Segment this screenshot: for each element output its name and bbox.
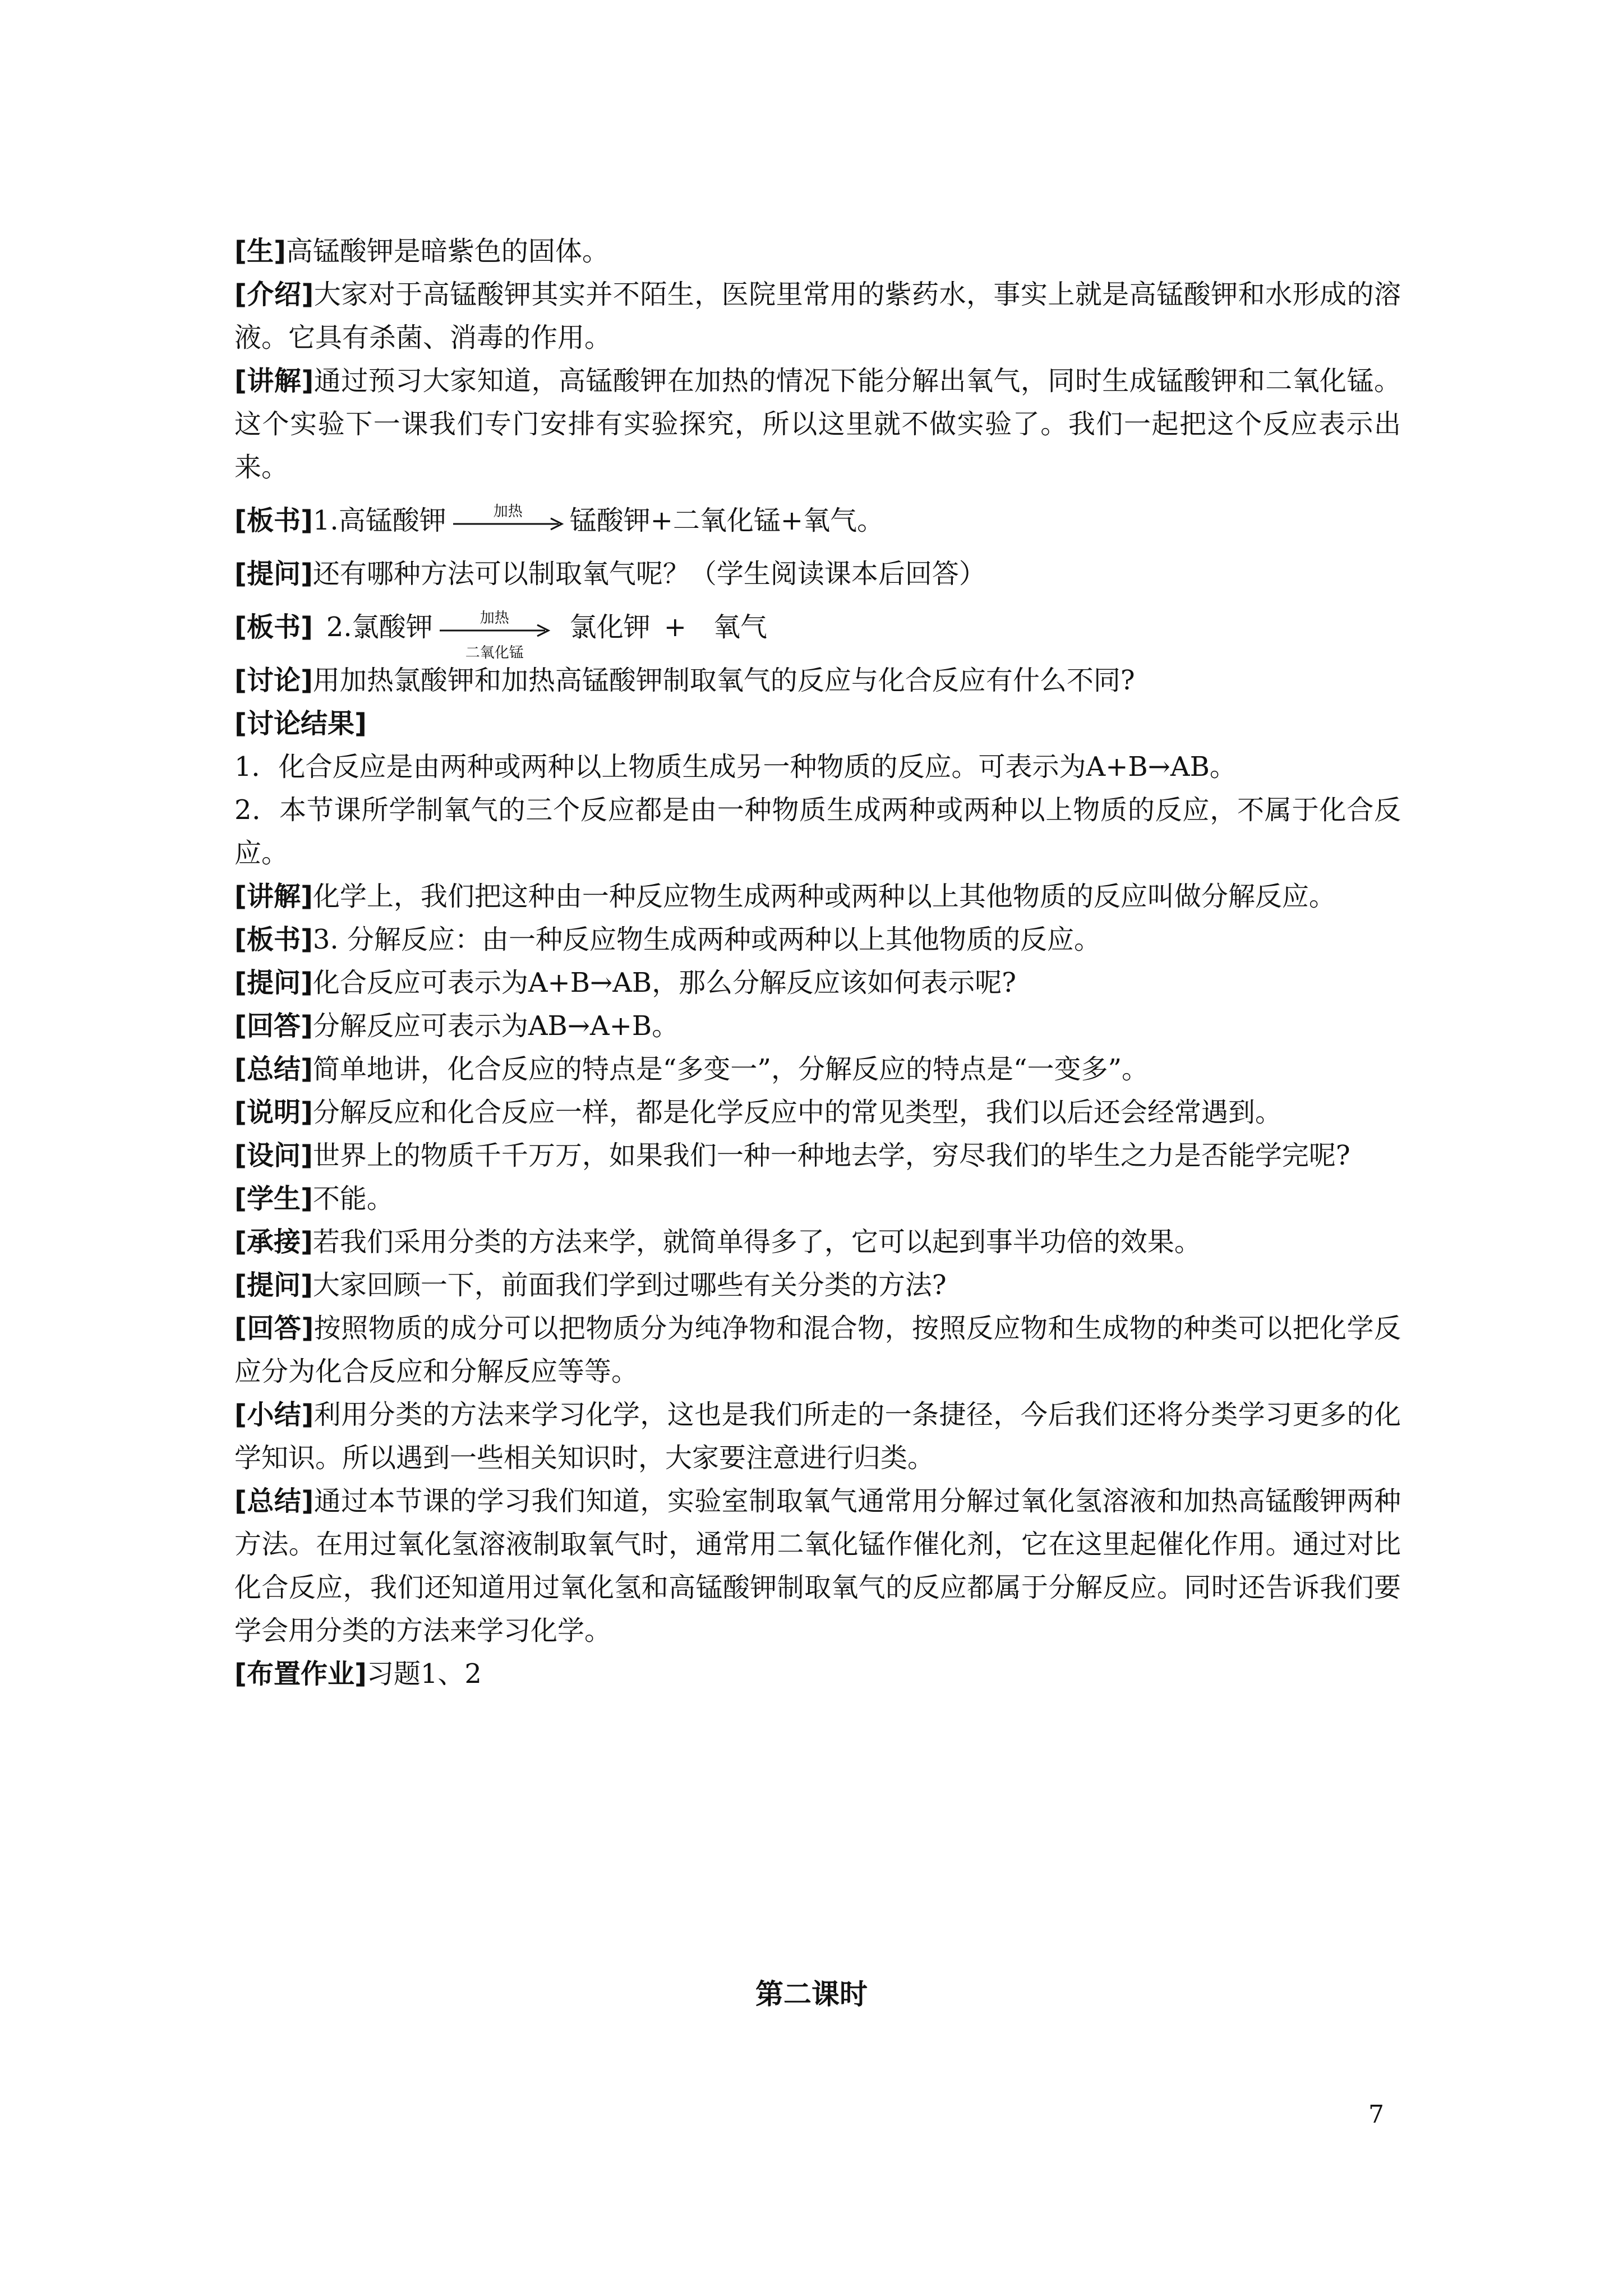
session-title: 第二课时: [755, 1978, 868, 2010]
reaction-arrow-catalyst: [439, 609, 551, 661]
paragraph-text: 化合反应可表示为A+B→AB，那么分解反应该如何表示呢?: [312, 967, 1016, 999]
paragraph-text: 3. 分解反应：由一种反应物生成两种或两种以上其他物质的反应。: [312, 924, 1101, 955]
paragraph-question: [提问]还有哪种方法可以制取氧气呢？（学生阅读课本后回答）: [234, 558, 986, 590]
paragraph: [234, 1221, 1401, 1264]
paragraph: [234, 1264, 1401, 1307]
speaker-tag: [讨论]: [234, 665, 313, 696]
reaction-catalyst: 二氧化锰: [465, 644, 524, 661]
equation-potassium-permanganate: [板书]1.高锰酸钾 加热 锰酸钾+二氧化锰+氧气。: [234, 499, 1401, 542]
speaker-tag: [总结]: [234, 1053, 313, 1085]
speaker-tag: [回答]: [234, 1313, 314, 1344]
paragraph-text: 分解反应可表示为AB→A+B。: [312, 1010, 679, 1042]
page-number: 7: [1368, 2100, 1384, 2129]
paragraph: [234, 1048, 1401, 1091]
paragraph: [234, 961, 1401, 1005]
speaker-tag: [学生]: [234, 1183, 313, 1214]
paragraph-text: 习题1、2: [366, 1658, 482, 1690]
equation-potassium-chlorate: [板书] 2.氯酸钾 加热 二氧化锰 氯化钾 + 氧气: [234, 609, 767, 661]
paragraph: [234, 1005, 1401, 1048]
paragraph-student-answer: [生]高锰酸钾是暗紫色的固体。: [234, 236, 609, 267]
paragraph: [234, 746, 1401, 789]
speaker-tag: [提问]: [234, 967, 313, 999]
paragraph: [234, 1307, 1401, 1393]
paragraph: [234, 875, 1401, 918]
paragraph-text: 若我们采用分类的方法来学，就简单得多了，它可以起到事半功倍的效果。: [312, 1226, 1201, 1258]
paragraph: [234, 702, 1401, 746]
discussion-section: [234, 659, 1401, 1696]
paragraph-text: 通过本节课的学习我们知道，实验室制取氧气通常用分解过氧化氢溶液和加热高锰酸钾两种方法。在用过氧化氢溶液制取氧气时，通常用二氧化锰作催化剂，它在这里起催化作用。通过对比化合反应，我们还知道用过氧化氢和高锰酸钾制取氧气的反应都属于分解反应。同时还告诉我们要学会用分类的方法来学习化学。: [234, 1485, 1401, 1646]
paragraph-text: 不能。: [312, 1183, 394, 1214]
speaker-tag: [回答]: [234, 1010, 313, 1042]
speaker-tag: [承接]: [234, 1226, 313, 1258]
lesson-body: [234, 230, 1401, 1696]
paragraph: [234, 659, 1401, 702]
paragraph: [234, 1177, 1401, 1221]
speaker-tag: [布置作业]: [234, 1658, 367, 1690]
speaker-tag: [总结]: [234, 1485, 314, 1517]
speaker-tag: [讲解]: [234, 881, 313, 912]
paragraph-text: 利用分类的方法来学习化学，这也是我们所走的一条捷径，今后我们还将分类学习更多的化学知识。所以遇到一些相关知识时，大家要注意进行归类。: [234, 1399, 1401, 1474]
paragraph: [234, 918, 1401, 961]
paragraph-text: 简单地讲，化合反应的特点是“多变一”，分解反应的特点是“一变多”。: [312, 1053, 1149, 1085]
speaker-tag: [讨论结果]: [234, 708, 367, 739]
paragraph-text: 2．本节课所学制氧气的三个反应都是由一种物质生成两种或两种以上物质的反应，不属于化合反应。: [234, 794, 1401, 869]
reaction-condition-heat: 加热: [493, 503, 523, 520]
paragraph-explanation: [讲解]通过预习大家知道，高锰酸钾在加热的情况下能分解出氧气，同时生成锰酸钾和二氧化锰。这个实验下一课我们专门安排有实验探究，所以这里就不做实验了。我们一起把这个反应表示出来。: [234, 365, 1401, 483]
speaker-tag: [说明]: [234, 1097, 313, 1128]
paragraph-text: 分解反应和化合反应一样，都是化学反应中的常见类型，我们以后还会经常遇到。: [312, 1097, 1282, 1128]
paragraph: [234, 789, 1401, 875]
paragraph: [234, 1393, 1401, 1480]
reaction-arrow: [452, 503, 564, 540]
speaker-tag: [小结]: [234, 1399, 314, 1430]
paragraph-text: 化学上，我们把这种由一种反应物生成两种或两种以上其他物质的反应叫做分解反应。: [312, 881, 1336, 912]
reaction-condition-heat: 加热: [479, 609, 509, 627]
paragraph-introduction: [介绍]大家对于高锰酸钾其实并不陌生，医院里常用的紫药水，事实上就是高锰酸钾和水形成的溶液。它具有杀菌、消毒的作用。: [234, 279, 1401, 353]
paragraph: [234, 1091, 1401, 1134]
paragraph-text: 1．化合反应是由两种或两种以上物质生成另一种物质的反应。可表示为A+B→AB。: [234, 751, 1237, 783]
paragraph: [234, 1134, 1401, 1177]
speaker-tag: [板书]: [234, 924, 313, 955]
paragraph-text: 按照物质的成分可以把物质分为纯净物和混合物，按照反应物和生成物的种类可以把化学反应分为化合反应和分解反应等等。: [234, 1313, 1401, 1387]
speaker-tag: [提问]: [234, 1269, 313, 1301]
paragraph: [234, 1480, 1401, 1653]
paragraph: [234, 1653, 1401, 1696]
paragraph-text: 大家回顾一下，前面我们学到过哪些有关分类的方法?: [312, 1269, 947, 1301]
speaker-tag: [设问]: [234, 1140, 313, 1171]
paragraph-text: 用加热氯酸钾和加热高锰酸钾制取氧气的反应与化合反应有什么不同?: [312, 665, 1135, 696]
paragraph-text: 世界上的物质千千万万，如果我们一种一种地去学，穷尽我们的毕生之力是否能学完呢?: [312, 1140, 1350, 1171]
